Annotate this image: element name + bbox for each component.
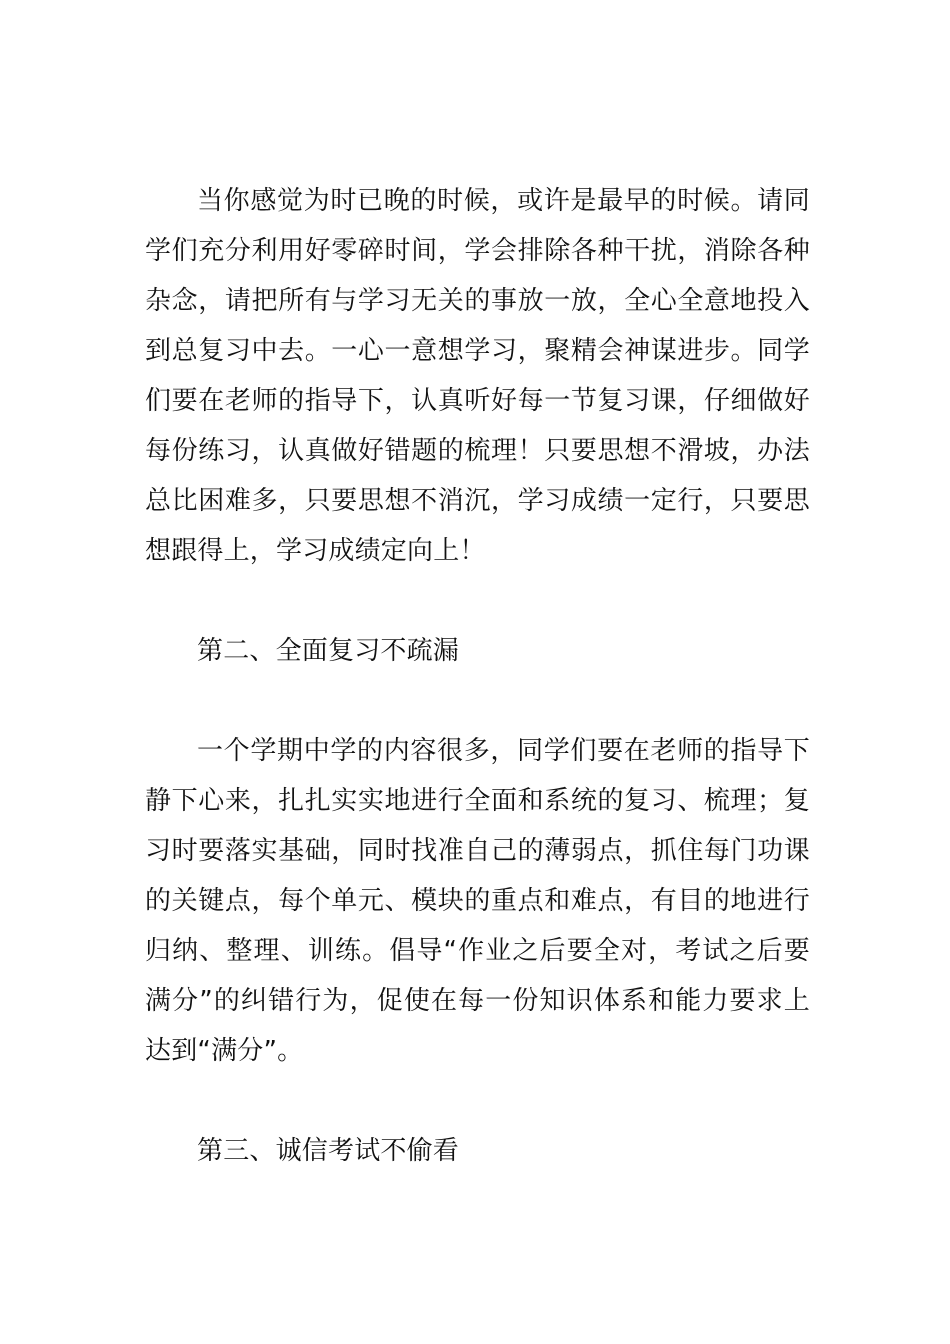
paragraph-comprehensive-review: 一个学期中学的内容很多，同学们要在老师的指导下静下心来，扎扎实实地进行全面和系统的复习、梳理；复习时要落实基础，同时找准自己的薄弱点，抓住每门功课的关键点，每个单元、模块的重点和难点，有目的地进行归纳、整理、训练。倡导“作业之后要全对，考试之后要满分”的纠错行为，促使在每一份知识体系和能力要求上达到“满分”。 (145, 736, 810, 1066)
document-body (145, 176, 810, 1176)
section-heading-honest-exam: 第三、诚信考试不偷看 (197, 1136, 460, 1166)
section-heading-comprehensive-review: 第二、全面复习不疏漏 (197, 636, 460, 666)
paragraph-spacer (145, 676, 810, 726)
paragraph-spacer (145, 576, 810, 626)
paragraph-study-attitude: 当你感觉为时已晚的时候，或许是最早的时候。请同学们充分利用好零碎时间，学会排除各种干扰，消除各种杂念，请把所有与学习无关的事放一放，全心全意地投入到总复习中去。一心一意想学习，聚精会神谋进步。同学们要在老师的指导下，认真听好每一节复习课，仔细做好每份练习，认真做好错题的梳理！只要思想不滑坡，办法总比困难多，只要思想不消沉，学习成绩一定行，只要思想跟得上，学习成绩定向上！ (145, 186, 810, 566)
paragraph-spacer (145, 1076, 810, 1126)
